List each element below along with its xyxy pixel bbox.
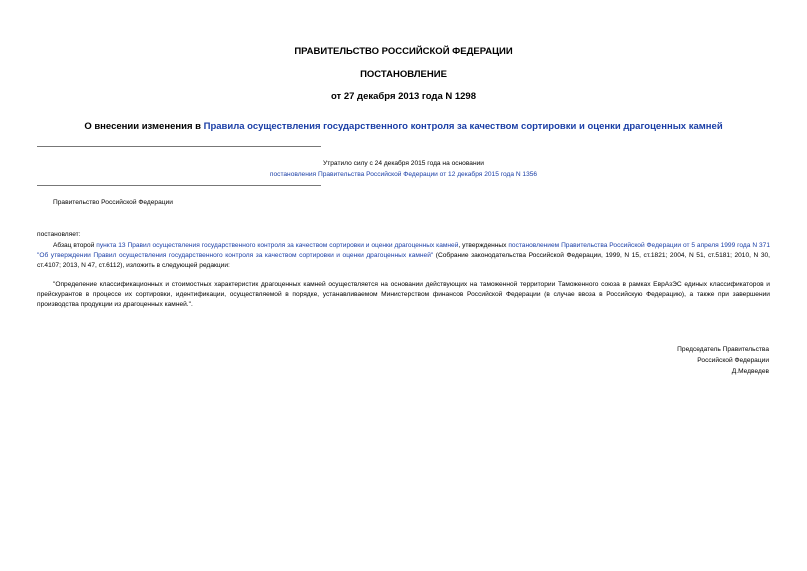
expiry-note-line1: Утратило силу с 24 декабря 2015 года на основании — [323, 160, 484, 167]
bottom-divider — [37, 185, 321, 186]
paragraph-quote: "Определение классификационных и стоимостных характеристик драгоценных камней осуществляется на основании действующих на таможенной территории Таможенного союза в рамках ЕврАзЭС единых классификаторов и прейскурантов в процессе их сортировки, идентификации, осуществляемой в порядке, устанавливаемом Министерством финансов Российской Федерации (в случае ввоза в Российскую Федерацию), а также при завершении производства продукции из драгоценных камней.". — [37, 281, 770, 308]
title-link-rules[interactable]: Правила осуществления государственного контроля за качеством сортировки и оценки драгоценных камней — [203, 121, 723, 132]
signature-position-line2: Российской Федерации — [697, 357, 769, 364]
paragraph-text-a: Абзац второй — [53, 242, 97, 249]
decides-text: постановляет: — [37, 231, 81, 238]
intro-text: Правительство Российской Федерации — [53, 199, 173, 206]
signature-name: Д.Медведев — [731, 368, 769, 375]
signature-block — [677, 344, 769, 377]
rules-clause-link[interactable]: пункта 13 Правил осуществления государственного контроля за качеством сортировки и оценки драгоценных камней — [96, 242, 459, 249]
decree-371-link[interactable]: постановлением Правительства Российской Федерации от 5 апреля 1999 года N 371 "Об утверждении Правил осуществления государственного контроля за качеством сортировки и оценки драгоценных камней" — [37, 242, 770, 259]
document-title — [0, 121, 807, 132]
doc-type-heading: ПОСТАНОВЛЕНИЕ — [360, 69, 447, 80]
top-divider — [37, 146, 321, 147]
government-heading: ПРАВИТЕЛЬСТВО РОССИЙСКОЙ ФЕДЕРАЦИИ — [294, 46, 513, 57]
expiry-note-link — [0, 169, 807, 180]
paragraph-amendment — [37, 241, 770, 271]
date-number-heading: от 27 декабря 2013 года N 1298 — [330, 91, 476, 102]
paragraph-text-b: , утвержденных — [458, 242, 509, 249]
title-prefix: О внесении изменения в — [84, 121, 204, 132]
signature-position-line1: Председатель Правительства — [677, 346, 769, 353]
paragraph-text-c: (Собрание законодательства Российской Федерации, 1999, N 15, ст.1821; 2004, N 51, ст.5181; 2010, N 30, ст.4107; 2013, N 47, ст.6112), изложить в следующей редакции: — [37, 252, 770, 269]
expiry-decree-link[interactable]: постановления Правительства Российской Федерации от 12 декабря 2015 года N 1356 — [269, 171, 538, 178]
